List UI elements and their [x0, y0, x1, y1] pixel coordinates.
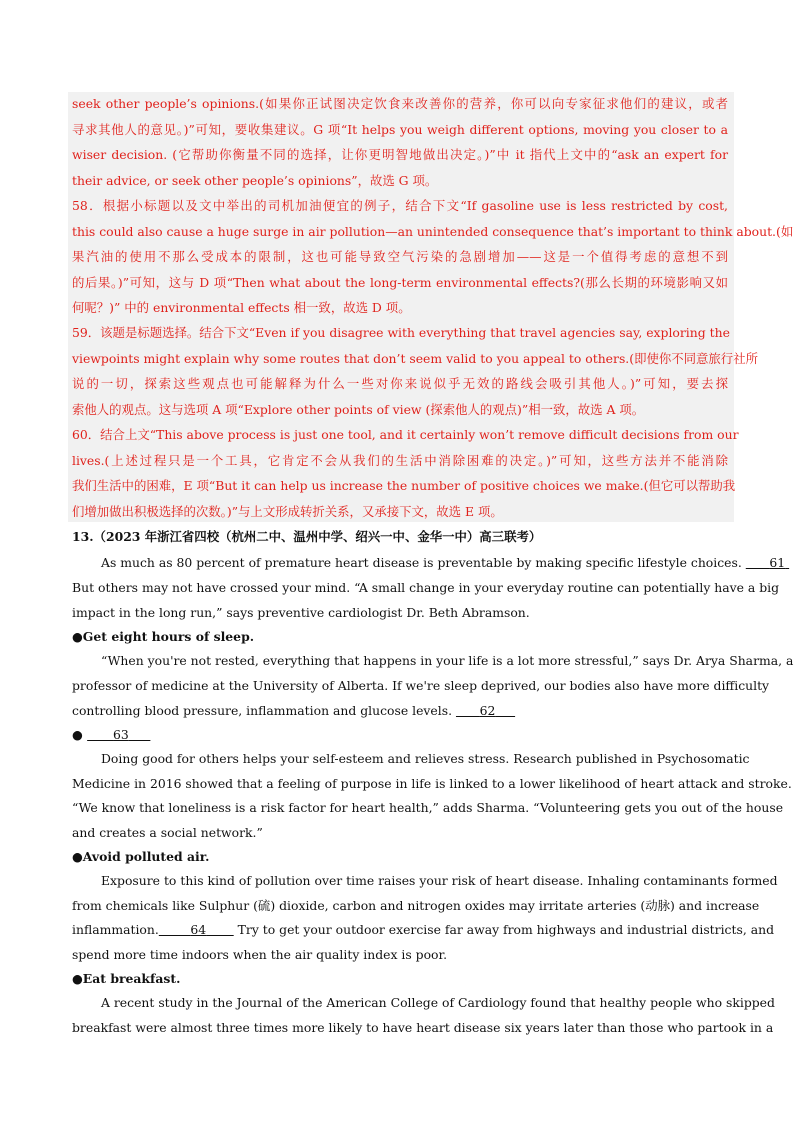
blank-61: [746, 555, 789, 570]
paragraph-text: Try to get your outdoor exercise far away from highways and industrial districts, and: [237, 922, 775, 937]
answer-line: 59．该题是标题选择。结合下文“Even if you disagree with everything that travel agencies say, exploring the: [72, 325, 730, 340]
paragraph-line: and creates a social network.”: [72, 825, 263, 840]
paragraph-line: impact in the long run,” says preventive cardiologist Dr. Beth Abramson.: [72, 605, 530, 620]
paragraph-line: “We know that loneliness is a risk factor for heart health,” adds Sharma. “Volunteering gets you out of the house: [72, 800, 784, 815]
answer-line: lives.(上述过程只是一个工具，它肯定不会从我们的生活中消除困难的决定。)”可知，这些方法并不能消除: [72, 453, 728, 468]
paragraph-text: As much as 80 percent of premature heart disease is preventable by making specific lifestyle choices.: [101, 555, 742, 570]
blank-62: [456, 703, 515, 718]
paragraph-text: inflammation.: [72, 922, 159, 937]
blank-63: [87, 727, 150, 742]
paragraph-line: Medicine in 2016 showed that a feeling of purpose in life is linked to a lower likelihood of heart attack and stroke.: [72, 776, 792, 791]
section-heading: [72, 727, 728, 743]
blank-64: [159, 922, 234, 937]
answer-line: seek other people’s opinions.(如果你正试图决定饮食来改善你的营养，你可以向专家征求他们的建议，或者: [72, 96, 728, 111]
paragraph-line: professor of medicine at the University of Alberta. If we're sleep deprived, our bodies also have more difficulty: [72, 678, 770, 693]
answer-line: wiser decision. (它帮助你衡量不同的选择，让你更明智地做出决定。)”中 it 指代上文中的“ask an expert for: [72, 147, 728, 162]
answer-line: 58．根据小标题以及文中举出的司机加油便宜的例子，结合下文“If gasoline use is less restricted by cost,: [72, 198, 728, 213]
answer-line: 寻求其他人的意见。)”可知，要收集建议。G 项“It helps you weigh different options, moving you closer to a: [72, 122, 728, 137]
bullet-icon: ●: [72, 727, 83, 742]
paragraph-line: [101, 555, 786, 571]
section-heading: ●Avoid polluted air.: [72, 849, 210, 864]
paragraph-line: spend more time indoors when the air quality index is poor.: [72, 947, 448, 962]
answer-line: 何呢？)” 中的 environmental effects 相一致，故选 D 项。: [72, 300, 411, 315]
blank-number: 62: [479, 703, 496, 718]
answer-line: viewpoints might explain why some routes that don’t seem valid to you appeal to others.(即使你不同意旅行社所: [72, 351, 758, 366]
paragraph-line: breakfast were almost three times more likely to have heart disease six years later than those who partook in a: [72, 1020, 774, 1035]
answer-line: this could also cause a huge surge in air pollution—an unintended consequence that’s important to think about.(如: [72, 224, 794, 239]
answer-line: 索他人的观点。这与选项 A 项“Explore other points of view (探索他人的观点)”相一致，故选 A 项。: [72, 402, 645, 417]
paragraph-line: “When you're not rested, everything that happens in your life is a lot more stressful,” says Dr. Arya Sharma, a: [101, 653, 794, 668]
answer-line: 果汽油的使用不那么受成本的限制，这也可能导致空气污染的急剧增加——这是一个值得考虑的意想不到: [72, 249, 728, 264]
paragraph-line: Exposure to this kind of pollution over time raises your risk of heart disease. Inhaling contaminants formed: [101, 873, 778, 888]
blank-number: 61: [769, 555, 786, 570]
answer-line: 60．结合上文“This above process is just one tool, and it certainly won’t remove difficult decisions from our: [72, 427, 739, 442]
blank-number: 63: [113, 727, 129, 742]
paragraph-line: [72, 703, 728, 719]
answer-line: their advice, or seek other people’s opinions”，故选 G 项。: [72, 173, 438, 188]
answer-line: 的后果。)”可知，这与 D 项“Then what about the long-term environmental effects?(那么长期的环境影响又如: [72, 275, 728, 290]
paragraph-text: controlling blood pressure, inflammation and glucose levels.: [72, 703, 453, 718]
paragraph-line: from chemicals like Sulphur (硫) dioxide, carbon and nitrogen oxides may irritate arteries (动脉) and increase: [72, 898, 760, 913]
section-heading: ●Eat breakfast.: [72, 971, 181, 986]
answer-line: 我们生活中的困难，E 项“But it can help us increase the number of positive choices we make.(但它可以帮助我: [72, 478, 736, 493]
answer-line: 说的一切，探索这些观点也可能解释为什么一些对你来说似乎无效的路线会吸引其他人。)”可知，要去探: [72, 376, 728, 391]
section-heading: ●Get eight hours of sleep.: [72, 629, 255, 644]
question-header: 13.（2023 年浙江省四校（杭州二中、温州中学、绍兴一中、金华一中）高三联考）: [72, 529, 542, 544]
answer-line: 们增加做出积极选择的次数。)”与上文形成转折关系，又承接下文，故选 E 项。: [72, 504, 503, 519]
blank-number: 64: [190, 922, 207, 937]
paragraph-line: But others may not have crossed your mind. “A small change in your everyday routine can potentially have a big: [72, 580, 780, 595]
paragraph-line: Doing good for others helps your self-esteem and relieves stress. Research published in Psychosomatic: [101, 751, 750, 766]
paragraph-line: A recent study in the Journal of the American College of Cardiology found that healthy people who skipped: [101, 995, 775, 1010]
paragraph-line: [72, 922, 775, 938]
